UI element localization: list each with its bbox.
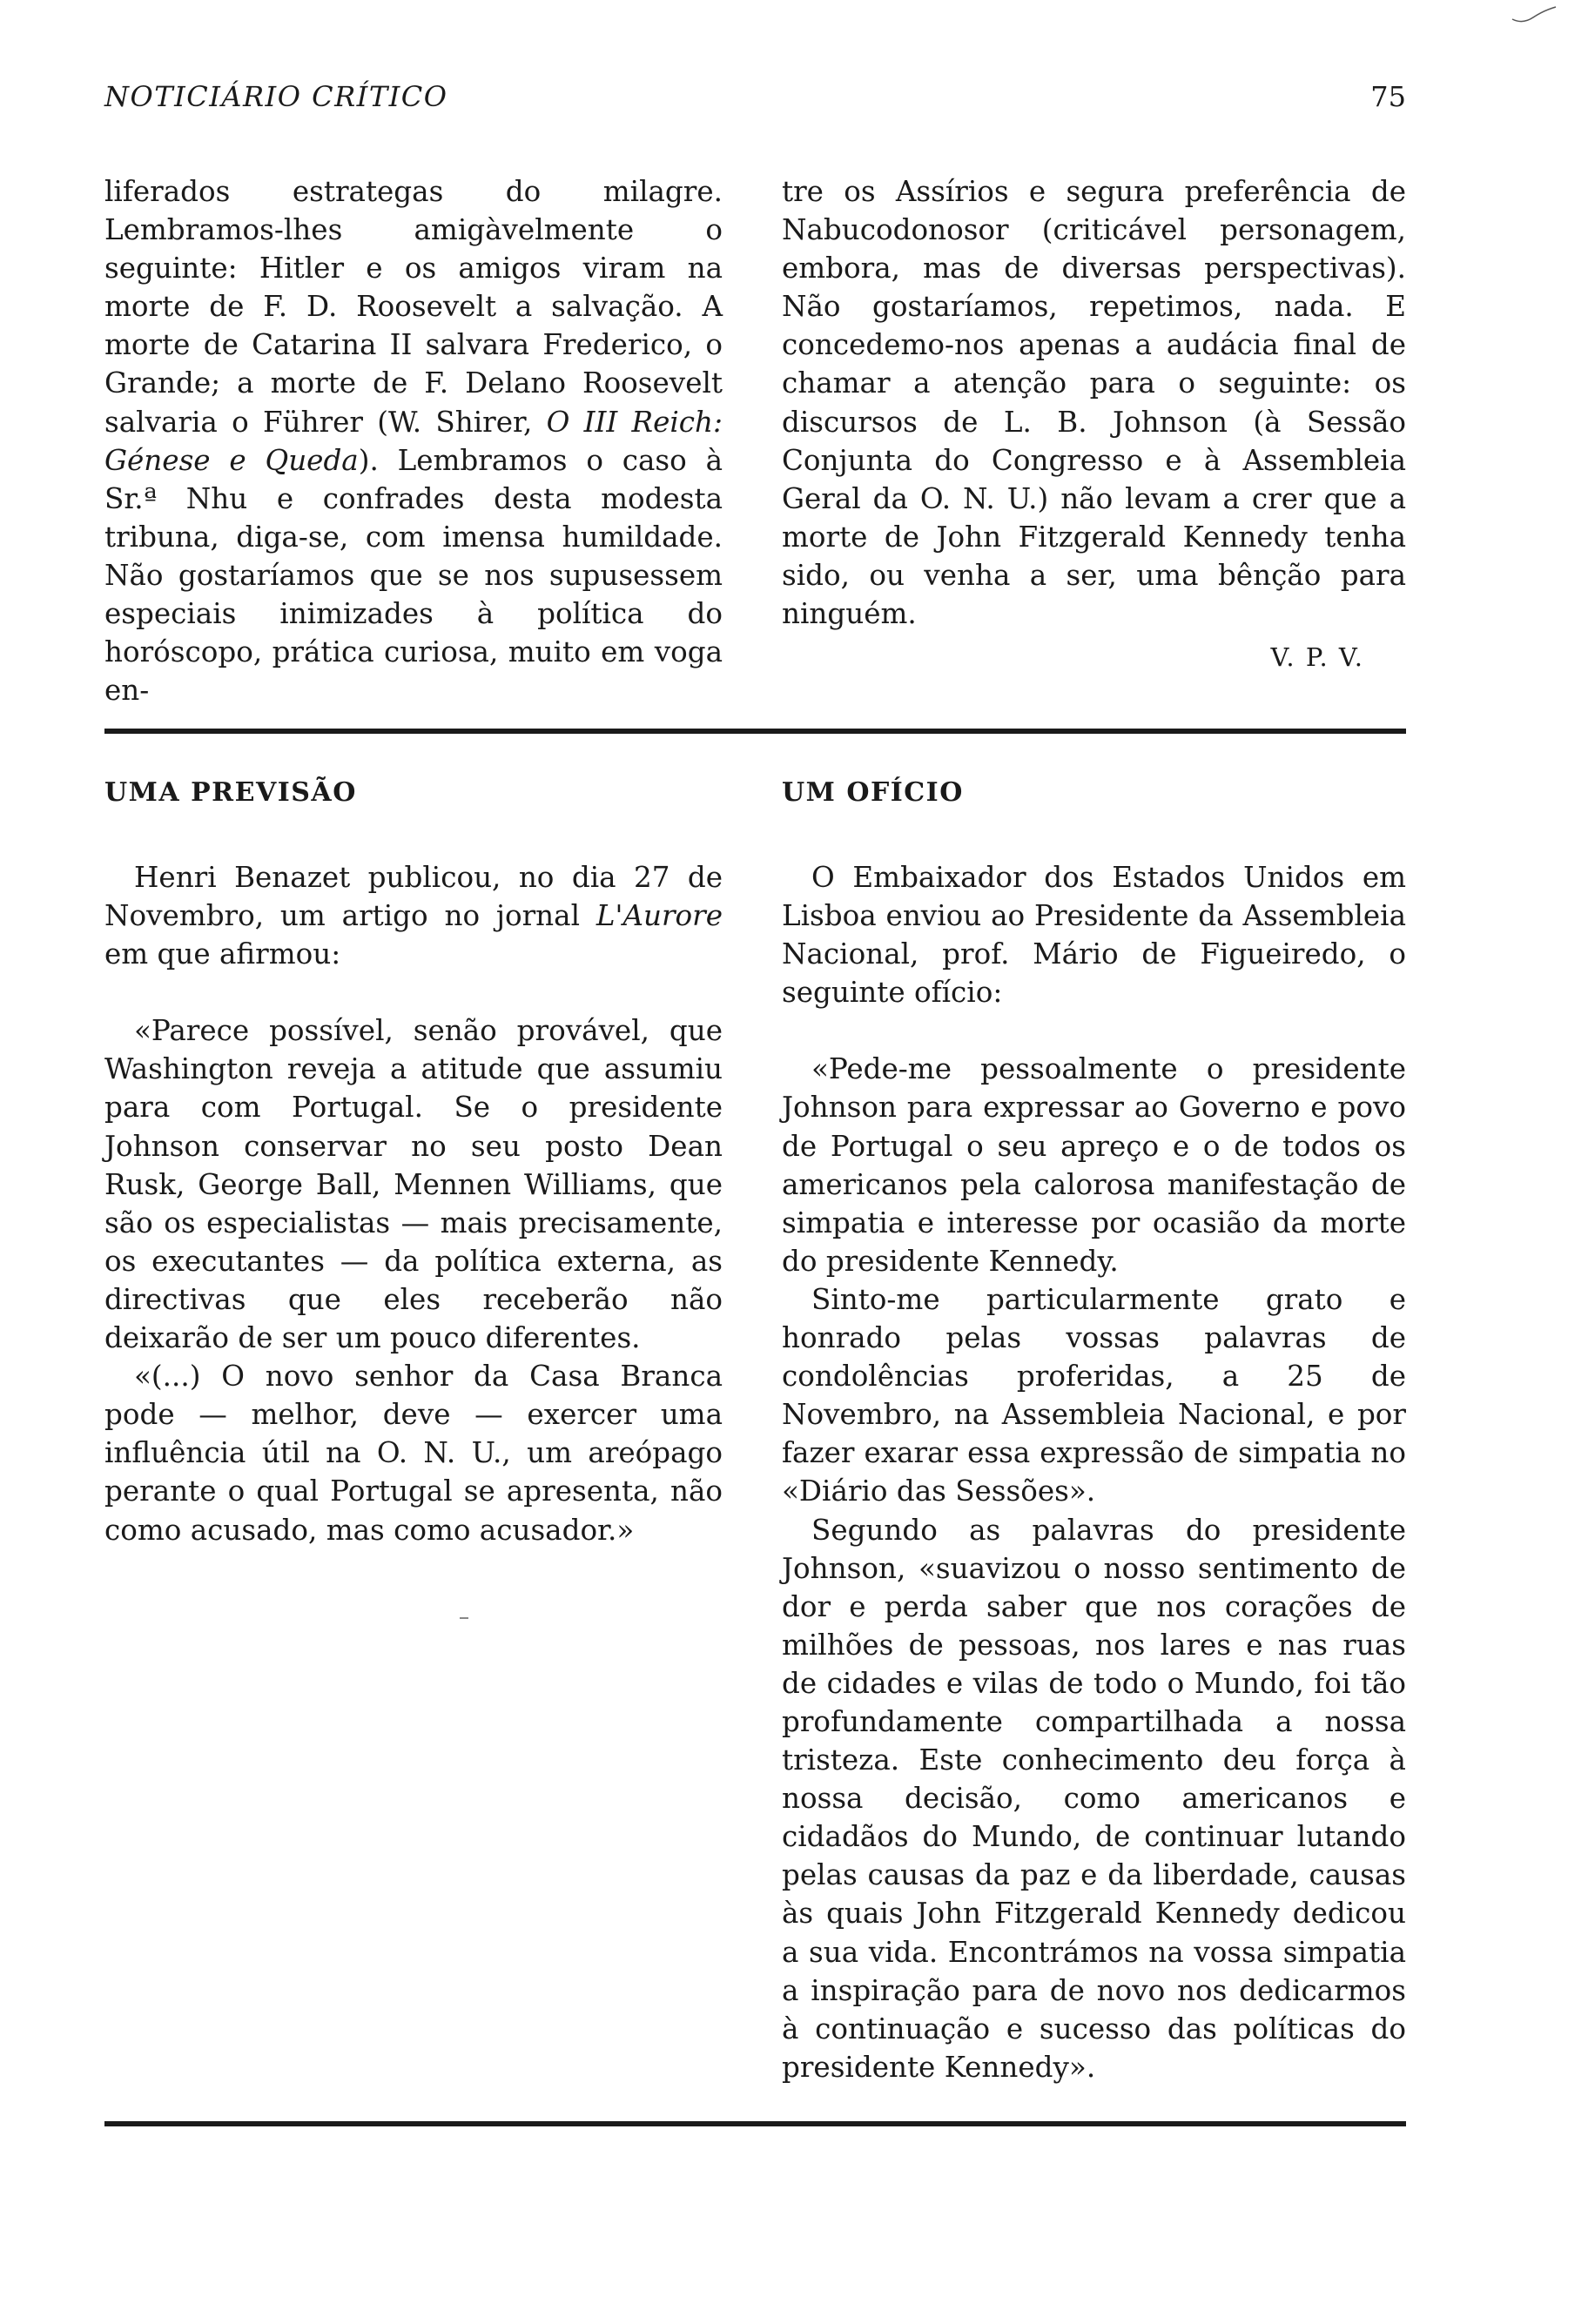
bottom-right-column xyxy=(782,858,1406,2086)
text-run: Henri Benazet publicou, no dia 27 de Novembro, um artigo no jornal xyxy=(104,861,723,933)
section-title-uma-previsao: UMA PREVISÃO xyxy=(104,777,357,808)
quote-paragraph: Segundo as palavras do presidente Johnson, «suavizou o nosso sentimento de dor e perda saber que nos corações de milhões de pessoas, nos lares e nas ruas de cidades e vilas de todo o Mundo, foi tão profundamente compartilhada a nossa tristeza. Este conhecimento deu força à nossa decisão, como americanos e cidadãos do Mundo, de continuar lutando pelas causas da paz e da liberdade, causas às quais John Fitzgerald Kennedy dedicou a sua vida. Encontrámos na vossa simpatia a inspiração para de novo nos dedicarmos à continuação e sucesso das políticas do presidente Kennedy». xyxy=(782,1513,1406,2084)
bottom-left-column xyxy=(104,858,723,1549)
author-signature: V. P. V. xyxy=(1270,642,1364,673)
paragraph: O Embaixador dos Estados Unidos em Lisboa enviou ao Presidente da Assembleia Nacional, prof. Mário de Figueiredo, o seguinte ofício: xyxy=(782,861,1406,1010)
quote-paragraph: «Pede-me pessoalmente o presidente Johnson para expressar ao Governo e povo de Portugal o seu apreço e o de todos os americanos pela calorosa manifestação de simpatia e interesse por ocasião da morte do presidente Kennedy. xyxy=(782,1052,1406,1278)
pencil-mark xyxy=(1511,5,1558,24)
section-divider xyxy=(104,729,1406,734)
quote-paragraph: Sinto-me particularmente grato e honrado pelas vossas palavras de condolências proferidas, a 25 de Novembro, na Assembleia Nacional, e por fazer exarar essa expressão de simpatia no «Diário das Sessões». xyxy=(782,1282,1406,1508)
text-run: liferados estrategas do milagre. Lembramos-lhes amigàvelmente o seguinte: Hitler e os amigos viram na morte de F. D. Roosevelt a salvação. A morte de Catarina II salvara Frederico, o Grande; a morte de F. Delano Roosevelt salvaria o Führer (W. Shirer, xyxy=(104,175,723,439)
text-run: em que afirmou: xyxy=(104,937,341,971)
quote-paragraph: «Parece possível, senão provável, que Washington reveja a atitude que assumiu para com Portugal. Se o presidente Johnson conservar no seu posto Dean Rusk, George Ball, Mennen Williams, que são os especialistas — mais precisamente, os executantes — da política externa, as directivas que eles receberão não deixarão de ser um pouco diferentes. xyxy=(104,1014,723,1355)
paragraph xyxy=(104,172,723,709)
paragraph: tre os Assírios e segura preferência de Nabucodonosor (criticável personagem, embora, mas de diversas perspectivas). Não gostaríamos, repetimos, nada. E concedemo-nos apenas a audácia final de chamar a atenção para o seguinte: os discursos de L. B. Johnson (à Sessão Conjunta do Congresso e à Assembleia Geral da O. N. U.) não levam a crer que a morte de John Fitzgerald Kennedy tenha sido, ou venha a ser, uma bênção para ninguém. xyxy=(782,175,1406,631)
text-run: ). Lembramos o caso à Sr.ª Nhu e confrades desta modesta tribuna, diga-se, com imensa humildade. Não gostaríamos que se nos supusessem especiais inimizades à política do horóscopo, prática curiosa, muito em voga en- xyxy=(104,443,723,708)
page-number: 75 xyxy=(1370,80,1406,113)
book-title: O III Reich: Génese e Queda xyxy=(104,405,723,477)
section-title-um-oficio: UM OFÍCIO xyxy=(782,777,964,808)
top-left-column xyxy=(104,172,723,709)
paragraph xyxy=(104,858,723,973)
bottom-divider xyxy=(104,2121,1406,2126)
quote-paragraph: «(...) O novo senhor da Casa Branca pode — melhor, deve — exercer uma influência útil na O. N. U., um areópago perante o qual Portugal se apresenta, não como acusado, mas como acusador.» xyxy=(104,1360,723,1547)
running-title: NOTICIÁRIO CRÍTICO xyxy=(104,80,448,113)
stray-mark xyxy=(460,1617,468,1619)
page-header xyxy=(104,80,1406,124)
top-right-column xyxy=(782,172,1406,676)
journal-name: L'Aurore xyxy=(596,899,723,933)
